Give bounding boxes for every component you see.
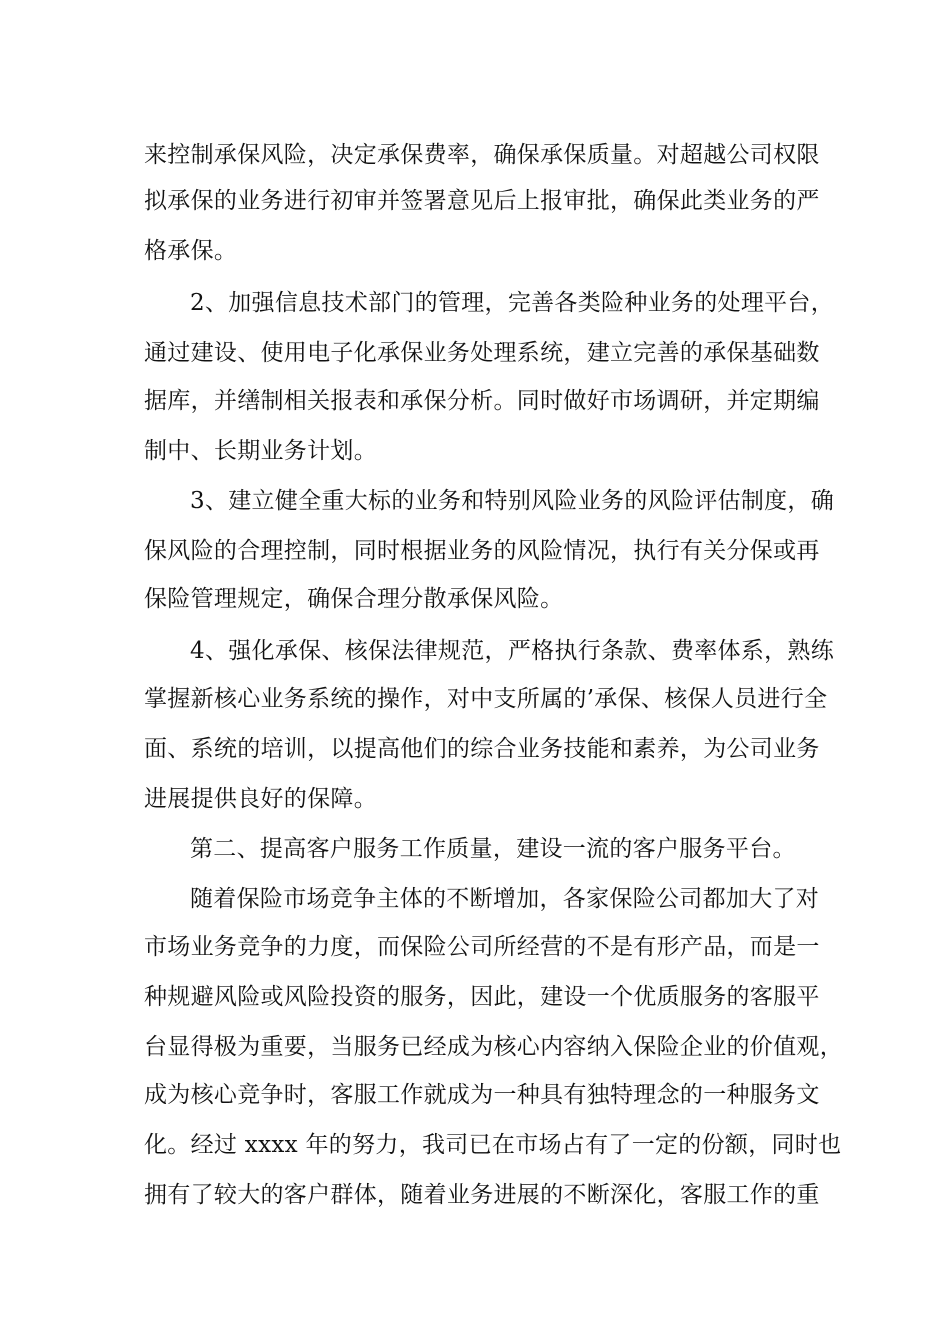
text-line: 市场业务竞争的力度，而保险公司所经营的不是有形产品，而是一 <box>144 934 820 960</box>
text-line: 化。经过 xxxx 年的努力，我司已在市场占有了一定的份额，同时也 <box>144 1132 842 1158</box>
text-line: 来控制承保风险，决定承保费率，确保承保质量。对超越公司权限 <box>144 142 820 168</box>
text-line: 拥有了较大的客户群体，随着业务进展的不断深化，客服工作的重 <box>144 1182 820 1208</box>
text-line: 据库，并缮制相关报表和承保分析。同时做好市场调研，并定期编 <box>144 388 820 414</box>
text-line: 2、加强信息技术部门的管理，完善各类险种业务的处理平台， <box>190 290 835 316</box>
text-line: 进展提供良好的保障。 <box>144 786 377 812</box>
text-line: 面、系统的培训，以提高他们的综合业务技能和素养，为公司业务 <box>144 736 820 762</box>
text-line: 通过建设、使用电子化承保业务处理系统，建立完善的承保基础数 <box>144 340 820 366</box>
text-line: 成为核心竞争时，客服工作就成为一种具有独特理念的一种服务文 <box>144 1082 820 1108</box>
text-line: 种规避风险或风险投资的服务，因此，建设一个优质服务的客服平 <box>144 984 820 1010</box>
text-line: 保风险的合理控制，同时根据业务的风险情况，执行有关分保或再 <box>144 538 820 564</box>
text-line: 掌握新核心业务系统的操作，对中支所属的’承保、核保人员进行全 <box>144 686 828 712</box>
text-line: 拟承保的业务进行初审并签署意见后上报审批，确保此类业务的严 <box>144 188 820 214</box>
text-line: 保险管理规定，确保合理分散承保风险。 <box>144 586 564 612</box>
text-line: 4、强化承保、核保法律规范，严格执行条款、费率体系，熟练 <box>190 638 835 664</box>
text-line: 格承保。 <box>144 238 238 264</box>
text-line: 随着保险市场竞争主体的不断增加，各家保险公司都加大了对 <box>190 886 820 912</box>
text-line: 3、建立健全重大标的业务和特别风险业务的风险评估制度，确 <box>190 488 835 514</box>
text-line: 台显得极为重要，当服务已经成为核心内容纳入保险企业的价值观， <box>144 1034 843 1060</box>
text-line: 制中、长期业务计划。 <box>144 438 377 464</box>
text-line: 第二、提高客户服务工作质量，建设一流的客户服务平台。 <box>190 836 796 862</box>
